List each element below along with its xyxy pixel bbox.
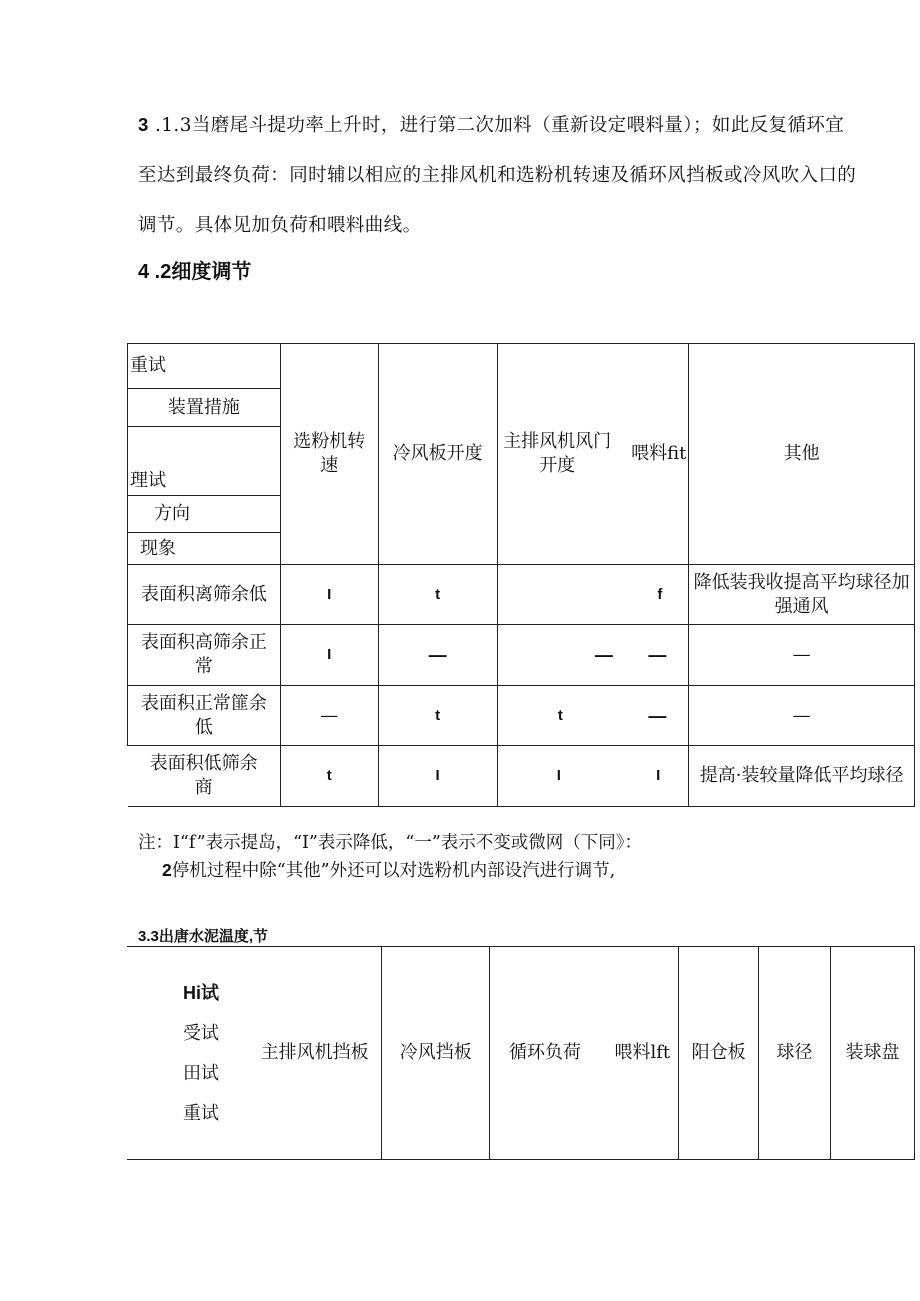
paragraph-number: 3 [138, 114, 149, 135]
temperature-adjustment-table [127, 946, 915, 1160]
header-ball-size: 球径 [759, 947, 831, 1160]
row-label: 表面积离筛余低 [128, 565, 281, 625]
header-circulating-load: 循环负荷 [490, 947, 600, 1160]
body-paragraph [138, 100, 908, 251]
row-value [497, 565, 617, 625]
header-cold-air-baffle: 冷风挡板 [382, 947, 490, 1160]
row-value: t [497, 686, 617, 746]
corner-label-2: 装置措施 [128, 389, 280, 427]
note-text: 停机过程中除“其他”外还可以对选粉机内部设汽进行调节, [171, 861, 616, 881]
row-value: — [617, 686, 689, 746]
row-value: I [280, 565, 378, 625]
row-value: — [497, 625, 617, 686]
row-label: 表面积高筛余正常 [128, 625, 281, 686]
row-value: t [280, 746, 378, 807]
row-other: 降低装我收提高平均球径加强通风 [689, 565, 915, 625]
corner-label-4: 重试 [183, 1102, 219, 1124]
row-value: I [378, 746, 497, 807]
header-cold-air-plate: 冷风板开度 [378, 344, 497, 565]
corner-label-3: 田试 [183, 1062, 219, 1084]
table-note-2 [162, 857, 615, 884]
table-row [128, 565, 915, 625]
row-value: t [378, 686, 497, 746]
corner-header-cell [128, 344, 281, 565]
row-label: 表面积正常篚余低 [128, 686, 281, 746]
row-value: I [280, 625, 378, 686]
section-heading-fineness: 4 .2细度调节 [138, 261, 252, 283]
row-value: — [617, 625, 689, 686]
table-row [128, 625, 915, 686]
row-value: — [378, 625, 497, 686]
corner-label-4: 方向 [128, 496, 280, 533]
paragraph-line-3: 调节。具体见加负荷和喂料曲线。 [138, 215, 422, 236]
header-feed-rate: 喂料lft [600, 947, 679, 1160]
corner-label-1: 重试 [128, 344, 280, 389]
row-value: I [497, 746, 617, 807]
header-other: 其他 [689, 344, 915, 565]
row-other: — [689, 625, 915, 686]
corner-header-cell [127, 947, 248, 1160]
header-feed-rate: 喂料fit [617, 344, 689, 565]
header-partition-plate: 阳仓板 [679, 947, 759, 1160]
row-value: I [617, 746, 689, 807]
table-row [128, 746, 915, 807]
paragraph-line-1: .1.3当磨尾斗提功率上升时，进行第二次加料（重新设定喂料量）；如此反复循环宜 [148, 115, 845, 136]
row-value: f [617, 565, 689, 625]
paragraph-line-2: 至达到最终负荷：同时辅以相应的主排风机和选粉机转速及循环风挡板或冷风吹入口的 [138, 165, 857, 186]
header-main-fan-baffle: 主排风机挡板 [248, 947, 382, 1160]
row-value: — [280, 686, 378, 746]
row-other: 提高·装较量降低平均球径 [689, 746, 915, 807]
fineness-adjustment-table [127, 343, 915, 807]
header-separator-speed: 选粉机转速 [280, 344, 378, 565]
header-main-fan-damper: 主排风机风门开度 [497, 344, 617, 565]
row-label: 表面积低筛余商 [128, 746, 281, 807]
row-value: t [378, 565, 497, 625]
table-note-1: 注：I“f”表示提岛，“I”表示降低，“一”表示不变或微网（下同》： [138, 833, 643, 853]
note-number: 2 [162, 860, 172, 880]
header-ball-charge: 装球盘 [831, 947, 915, 1160]
table-row [128, 686, 915, 746]
corner-label-1: Hi试 [183, 982, 219, 1003]
section-heading-temperature: 3.3出唐水泥温度,节 [138, 928, 269, 945]
corner-label-2: 受试 [183, 1022, 219, 1044]
row-other: — [689, 686, 915, 746]
corner-label-5: 现象 [140, 538, 176, 559]
corner-label-3: 理试 [130, 470, 166, 491]
